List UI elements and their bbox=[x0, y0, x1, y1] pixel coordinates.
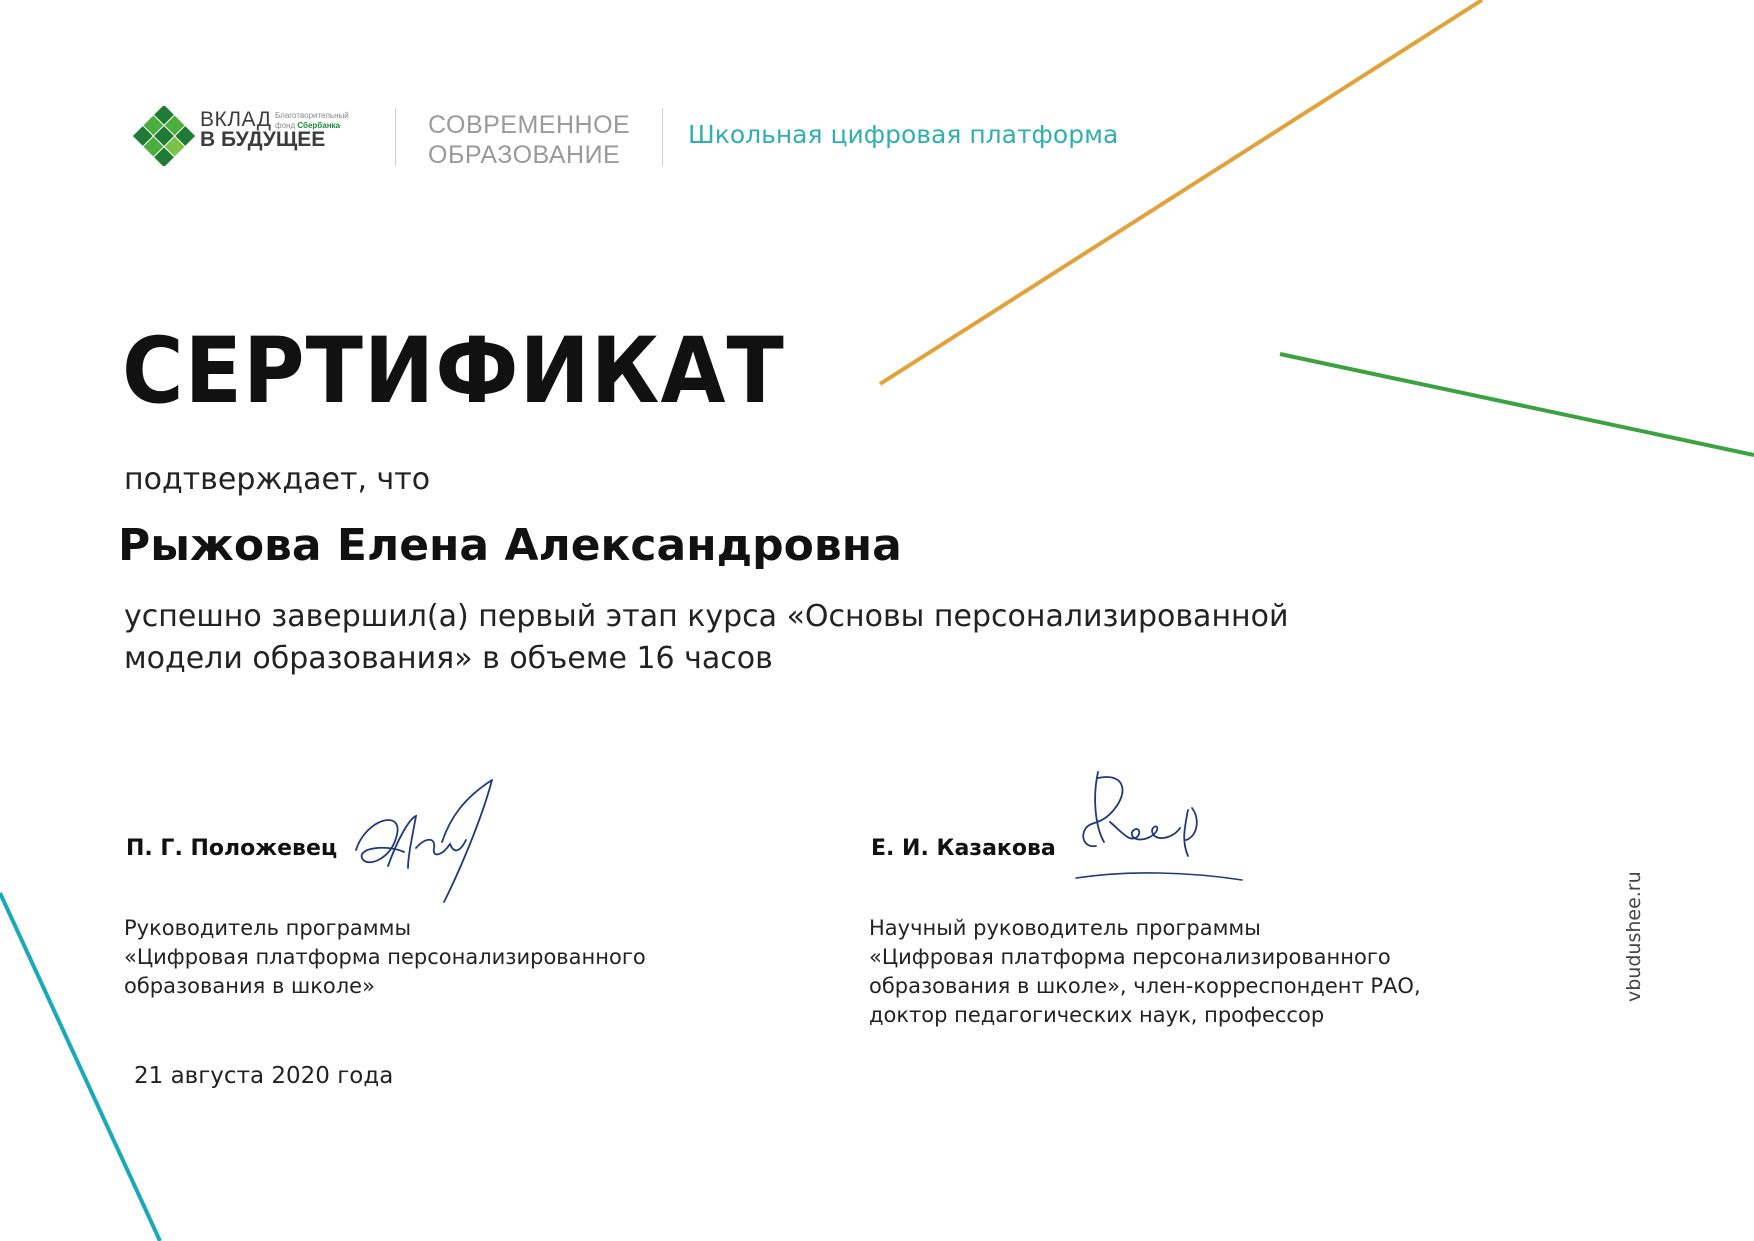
header-divider-2 bbox=[662, 108, 663, 166]
sovr-obrazovanie-logo bbox=[428, 110, 630, 170]
signatory-1-role bbox=[124, 914, 646, 1001]
signatory-2-role-line: доктор педагогических наук, профессор bbox=[869, 1003, 1325, 1027]
certificate-title: СЕРТИФИКАТ bbox=[122, 318, 785, 424]
signatory-2-role-line: образования в школе», член-корреспондент РАО, bbox=[869, 974, 1421, 998]
signatory-2-role-line: «Цифровая платформа персонализированного bbox=[869, 945, 1391, 969]
signatory-2-role-line: Научный руководитель программы bbox=[869, 916, 1261, 940]
course-description-line1: успешно завершил(а) первый этап курса «Основы персонализированной bbox=[124, 599, 1289, 634]
signatory-1-signature bbox=[346, 778, 516, 906]
vklad-logo-fund-caption bbox=[275, 111, 349, 131]
confirms-text: подтверждает, что bbox=[124, 462, 431, 497]
vklad-logo-mark bbox=[130, 106, 198, 166]
signatory-2-signature bbox=[1070, 770, 1250, 886]
header-divider-1 bbox=[395, 108, 396, 166]
vklad-logo-line1: ВКЛАД bbox=[200, 108, 272, 131]
website-url: vbudushee.ru bbox=[1623, 871, 1645, 1002]
signatory-1-role-line: образования в школе» bbox=[124, 974, 375, 998]
signatory-1-role-line: «Цифровая платформа персонализированного bbox=[124, 945, 646, 969]
green-accent-line bbox=[1280, 354, 1754, 455]
vklad-fund-line2: фонд bbox=[275, 121, 296, 130]
recipient-name: Рыжова Елена Александровна bbox=[118, 520, 902, 571]
vklad-fund-sber: Сбербанка bbox=[297, 121, 340, 130]
issue-date: 21 августа 2020 года bbox=[134, 1063, 394, 1089]
signatory-2-name: Е. И. Казакова bbox=[871, 836, 1056, 861]
vklad-fund-line1: Благотворительный bbox=[275, 111, 349, 120]
course-description-line2: модели образования» в объеме 16 часов bbox=[124, 641, 773, 676]
course-description bbox=[124, 596, 1424, 680]
signatory-1-role-line: Руководитель программы bbox=[124, 916, 412, 940]
signatory-2-role bbox=[869, 914, 1421, 1030]
signatory-1-name: П. Г. Положевец bbox=[126, 836, 338, 861]
platform-name: Школьная цифровая платформа bbox=[688, 120, 1119, 149]
vklad-logo-line2: В БУДУЩЕЕ bbox=[200, 128, 326, 151]
sovr-logo-line1: СОВРЕМЕННОЕ bbox=[428, 111, 631, 139]
orange-accent-line bbox=[880, 0, 1482, 384]
sovr-logo-line2: ОБРАЗОВАНИЕ bbox=[428, 141, 621, 169]
